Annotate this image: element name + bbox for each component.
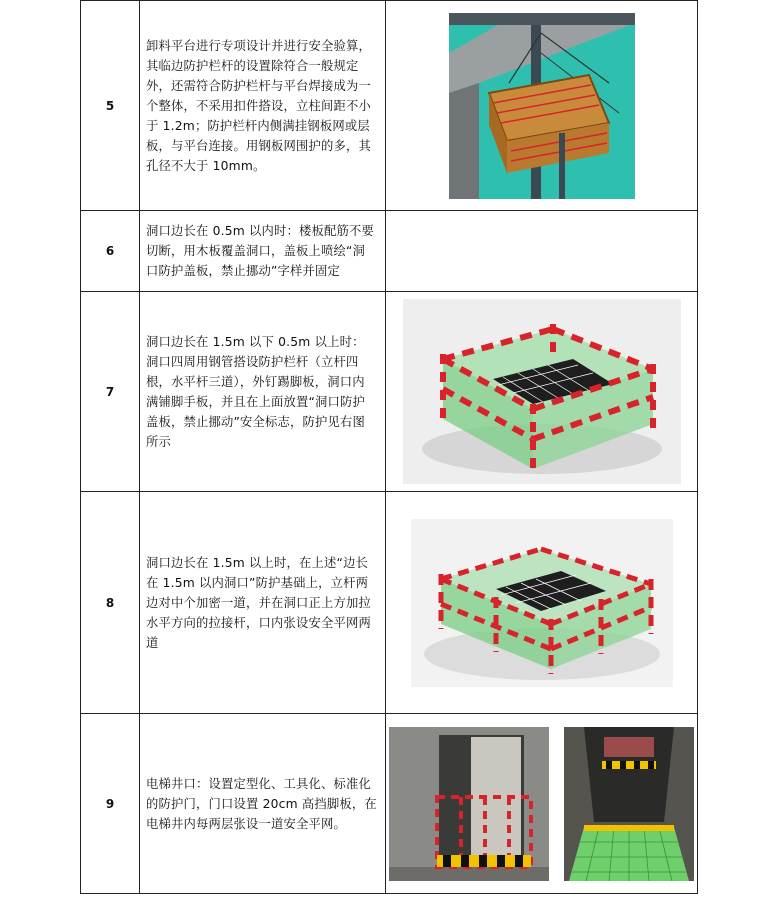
row-image-cell (386, 714, 698, 894)
elevator-door-illustration (389, 727, 549, 881)
elevator-shaft-protection-illustrations (386, 727, 697, 881)
row-description: 洞口边长在 1.5m 以下 0.5m 以上时：洞口四周用钢管搭设防护栏杆（立杆四根，水平杆三道），外钉踢脚板，洞口内满铺脚手板，并且在上面放置“洞口防护盖板，禁止挪动”安全标志，防护见右图所示 (140, 292, 386, 492)
table-row (81, 492, 698, 714)
row-number: 6 (81, 211, 140, 292)
row-number: 8 (81, 492, 140, 714)
unloading-platform-illustration (449, 13, 635, 199)
row-image-cell (386, 492, 698, 714)
table-row (81, 1, 698, 211)
opening-guardrail-large-illustration (411, 519, 673, 687)
table-row (81, 714, 698, 894)
row-description: 电梯井口：设置定型化、工具化、标准化的防护门，门口设置 20cm 高挡脚板，在电梯井内每两层张设一道安全平网。 (140, 714, 386, 894)
safety-spec-table (80, 0, 698, 894)
row-description: 卸料平台进行专项设计并进行安全验算，其临边防护栏杆的设置除符合一般规定外，还需符合防护栏杆与平台焊接成为一个整体，不采用扣件搭设，立柱间距不小于 1.2m；防护栏杆内侧满挂钢板网或层板，与平台连接。用钢板网围护的多，其孔径不大于 10mm。 (140, 1, 386, 211)
elevator-shaft-net-illustration (564, 727, 694, 881)
row-image-cell (386, 1, 698, 211)
row-image-cell (386, 292, 698, 492)
row-number: 9 (81, 714, 140, 894)
row-number: 7 (81, 292, 140, 492)
row-image-cell-empty (386, 211, 698, 292)
row-description: 洞口边长在 1.5m 以上时，在上述“边长在 1.5m 以内洞口”防护基础上，立杆两边对中个加密一道，并在洞口正上方加拉水平方向的拉接杆，口内张设安全平网两道 (140, 492, 386, 714)
table-row (81, 211, 698, 292)
table-row (81, 292, 698, 492)
row-number: 5 (81, 1, 140, 211)
opening-guardrail-small-illustration (403, 299, 681, 484)
row-description: 洞口边长在 0.5m 以内时：楼板配筋不要切断，用木板覆盖洞口，盖板上喷绘“洞口防护盖板，禁止挪动”字样并固定 (140, 211, 386, 292)
